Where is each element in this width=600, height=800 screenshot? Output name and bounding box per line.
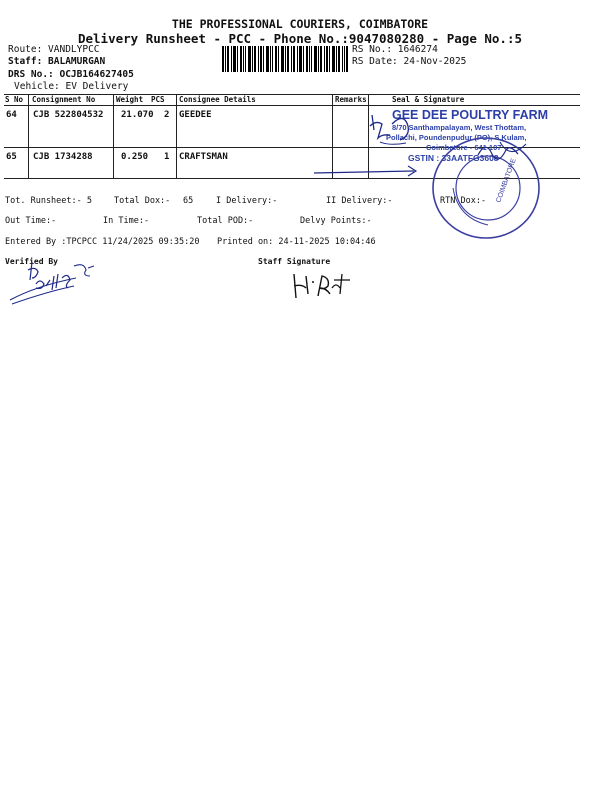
- row-pcs: 2: [164, 110, 170, 120]
- row-weight: 0.250: [121, 152, 149, 162]
- arrow-line-icon: [310, 160, 430, 180]
- verified-by-label: Verified By: [5, 257, 58, 266]
- svg-text:COIMBATORE: COIMBATORE: [495, 157, 518, 204]
- entered-by: Entered By :TPCPCC 11/24/2025 09:35:20: [5, 237, 200, 247]
- total-dox-value: 65: [183, 196, 194, 206]
- row-consignment: CJB 522804532: [33, 110, 104, 120]
- route-label: Route: VANDLYPCC: [8, 44, 100, 55]
- vehicle-label: Vehicle: EV Delivery: [14, 81, 129, 92]
- row-pcs: 1: [164, 152, 170, 162]
- printed-on: Printed on: 24-11-2025 10:04:46: [217, 237, 376, 247]
- col-header-consignee: Consignee Details: [179, 95, 256, 104]
- total-dox-label: Total Dox:-: [114, 196, 171, 206]
- total-pod-label: Total POD:-: [197, 216, 254, 226]
- in-time-label: In Time:-: [103, 216, 150, 226]
- row-weight: 21.070: [121, 110, 154, 120]
- rs-number: RS No.: 1646274: [352, 44, 438, 55]
- row-consignee: CRAFTSMAN: [179, 152, 228, 162]
- col-header-weight: Weight: [116, 95, 144, 104]
- col-header-remarks: Remarks: [335, 95, 367, 104]
- col-header-pcs: PCS: [151, 95, 165, 104]
- second-delivery-label: II Delivery:-: [326, 196, 393, 206]
- col-header-seal-signature: Seal & Signature: [392, 95, 465, 104]
- col-header-consignment: Consignment No: [32, 95, 96, 104]
- staff-label: Staff: BALAMURGAN: [8, 56, 106, 67]
- company-title: THE PROFESSIONAL COURIERS, COIMBATORE: [171, 17, 429, 31]
- staff-signature-label: Staff Signature: [258, 257, 331, 266]
- staff-signature-icon: [288, 268, 358, 304]
- rtn-dox-label: RTN Dox:-: [440, 196, 487, 206]
- row-sno: 65: [6, 152, 17, 162]
- barcode: [222, 46, 348, 72]
- first-delivery-label: I Delivery:-: [216, 196, 278, 206]
- row-consignee: GEEDEE: [179, 110, 212, 120]
- delivery-points-label: Delvy Points:-: [300, 216, 372, 226]
- verifier-signature-icon: [6, 258, 106, 308]
- out-time-label: Out Time:-: [5, 216, 57, 226]
- total-runsheet: Tot. Runsheet:- 5: [5, 196, 92, 206]
- runsheet-title: Delivery Runsheet - PCC - Phone No.:9047080280 - Page No.:5: [77, 31, 522, 46]
- drs-number: DRS No.: OCJB164627405: [8, 69, 134, 80]
- rs-date: RS Date: 24-Nov-2025: [352, 56, 467, 67]
- row-consignment: CJB 1734288: [33, 152, 93, 162]
- col-header-sno: S No: [5, 95, 24, 104]
- row-sno: 64: [6, 110, 17, 120]
